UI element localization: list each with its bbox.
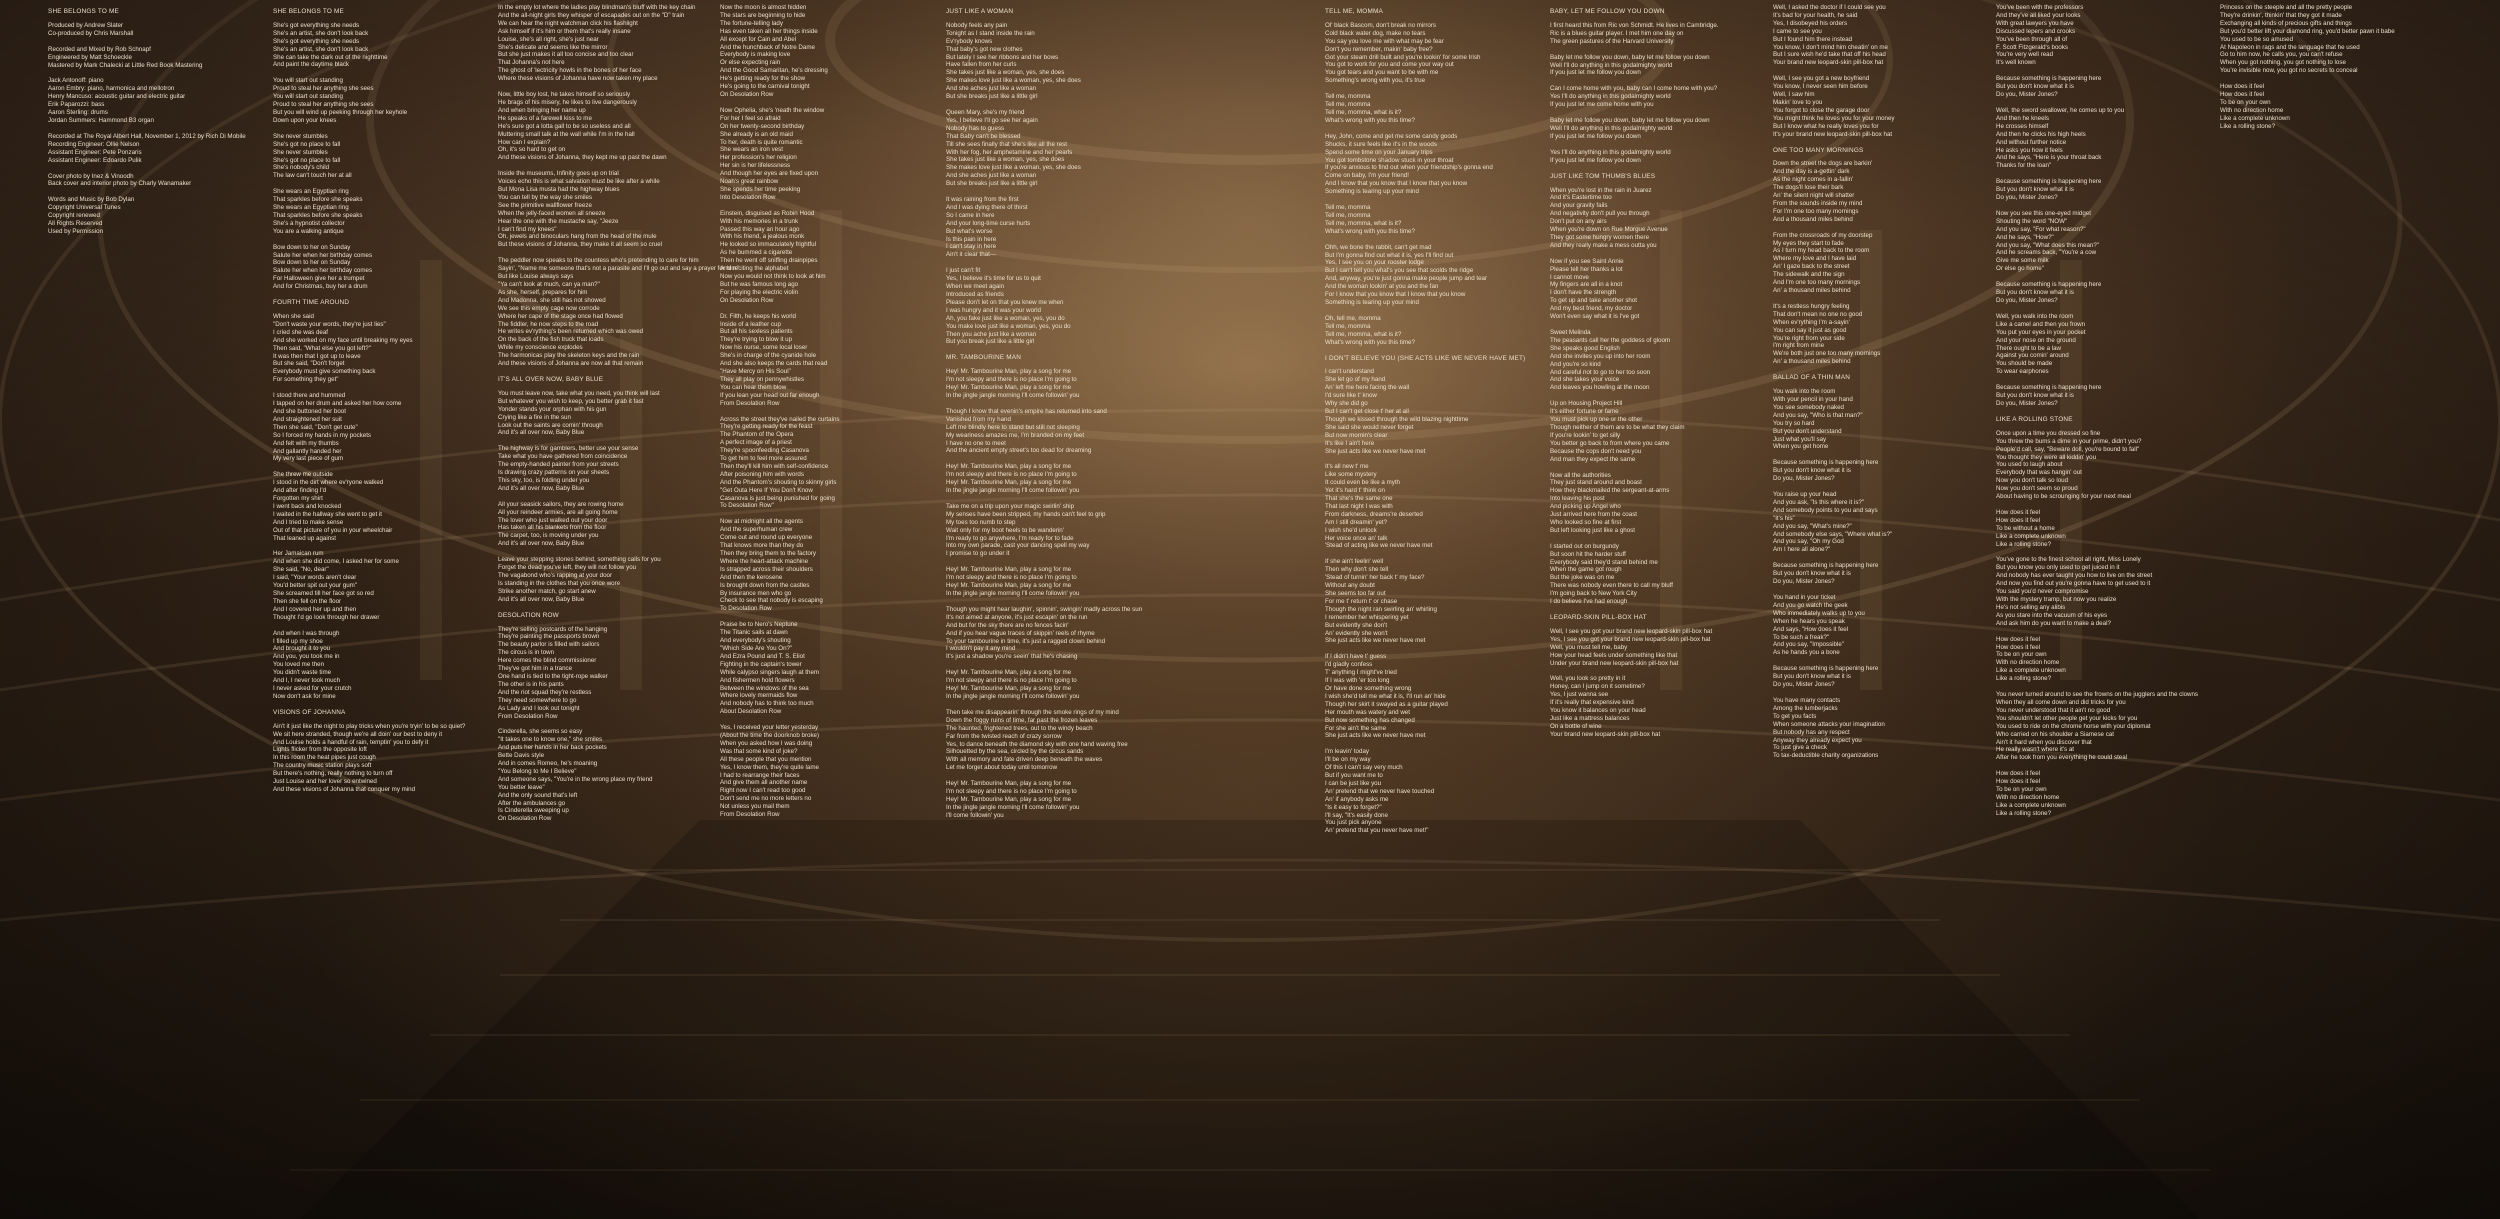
verse: Hey! Mr. Tambourine Man, play a song for me I'm not sleepy and there is no place I'm going to Hey! Mr. Tambourine Man, play a song for me In the jingle jangle morning I'll come followin' you — [946, 463, 1080, 495]
verse: You walk into the room With your pencil in your hand You see somebody naked And you say, "Who is that man?" You try so hard But you don't understand Just what you'll say When you get home — [1773, 388, 1863, 451]
verse: You've been with the professors And they've all liked your looks With great lawyers you have Discussed lepers and crooks You've been through all of F. Scott Fitzgerald's books You're very well read It's well known — [1996, 4, 2084, 67]
song-title: BABY, LET ME FOLLOW YOU DOWN — [1550, 8, 1665, 15]
verse: You've gone to the finest school all right, Miss Lonely But you know you only used to get juiced in it And nobody has ever taught you how to live on the street And now you find out you're gonna have to get used to it You said you'd never compromise With the mystery tramp, but now you realize He's not selling any alibis As you stare into the vacuum of his eyes And ask him do you want to make a deal? — [1996, 556, 2153, 627]
verse: It's all new t' me Like some mystery It could even be like a myth Yet it's hard t' think on That she's the same one That last night I was with From darkness, dreams're deserted Am I still dreamin' yet? I wish she'd unlock Her voice once an' talk 'Stead of acting like we never have met — [1325, 463, 1433, 550]
verse: Well, you walk into the room Like a camel and then you frown You put your eyes in your pocket And your nose on the ground There ought to be a law Against you comin' around You should be made To wear earphones — [1996, 312, 2086, 376]
song-title: MR. TAMBOURINE MAN — [946, 354, 1022, 362]
verse: You raise up your head And you ask, "Is this where it is?" And somebody points to you and says "It's his" And you say, "What's mine?" And somebody else says, "Where what is?" And you say, "Oh my God Am I here all alone?" — [1773, 491, 1893, 554]
verse: Take me on a trip upon your magic swirlin' ship My senses have been stripped, my hands can't feel to grip My toes too numb to step Wait only for my boot heels to be wanderin' I'm ready to go anywhere, I'm ready for to fade Into my own parade, cast your dancing spell my way I promise to go under it — [946, 502, 1106, 558]
verse: Because something is happening here But you don't know what it is Do you, Mister Jones? — [1996, 178, 2102, 202]
verse: Because something is happening here But you don't know what it is Do you, Mister Jones? — [1996, 281, 2102, 304]
verse: Yes, I received your letter yesterday (About the time the doorknob broke) When you asked how I was doing Was that some kind of joke? All these people that you mention Yes, I know them, they're quite lame I had to rearrange their faces And give them all another name Right now I can't read too good Don't send me no more letters no Not unless you mail them From Desolation Row — [720, 724, 820, 819]
verse: All your seasick sailors, they are rowing home All your reindeer armies, are all going home The lover who just walked out your door Has taken all his blankets from the floor The carpet, too, is moving under you And it's all over now, Baby Blue — [498, 500, 624, 548]
verse: Oh, tell me, momma Tell me, momma Tell me, momma, what is it? What's wrong with you this time? — [1325, 314, 1415, 346]
verse: How does it feel How does it feel To be on your own With no direction home Like a complete unknown Like a rolling stone? — [1996, 635, 2066, 683]
song-title: BALLAD OF A THIN MAN — [1773, 374, 1851, 382]
verse: Tell me, momma Tell me, momma Tell me, momma, what is it? What's wrong with you this time? — [1325, 93, 1415, 124]
song-title: DESOLATION ROW — [498, 611, 559, 619]
song-title: I DON'T BELIEVE YOU (SHE ACTS LIKE WE NEVER HAVE MET) — [1325, 354, 1526, 362]
verse: It was raining from the first And I was dying there of thirst So I came in here And your long-time curse hurts But what's worse Is this pain in here I can't stay in here Ain't it clear that— — [946, 196, 1031, 259]
verse: Baby let me follow you down, baby let me follow you down Well I'll do anything in this godalmighty world If you just let me follow you down — [1550, 117, 1710, 140]
verse: Leave your stepping stones behind, something calls for you Forget the dead you've left, they will not follow you The vagabond who's rapping at your door Is standing in the clothes that you once wore Strike another match, go start anew And it's all over now, Baby Blue — [498, 556, 661, 603]
verse: Down the street the dogs are barkin' And the day is a-gettin' dark As the night comes in a-fallin' The dogs'll lose their bark An' the silent night will shatter From the sounds inside my mind For I'm one too many mornings And a thousand miles behind — [1773, 160, 1873, 223]
verse: Einstein, disguised as Robin Hood With his memories in a trunk Passed this way an hour ago With his friend, a jealous monk He looked so immaculately frightful As he bummed a cigarette Then he went off sniffing drainpipes And reciting the alphabet Now you would not think to look at him But he was famous long ago For playing the electric violin On Desolation Row — [720, 209, 826, 304]
verse: You must leave now, take what you need, you think will last But whatever you wish to keep, you better grab it fast Yonder stands your orphan with his gun Crying like a fire in the sun Look out the saints are comin' through And it's all over now, Baby Blue — [498, 389, 660, 437]
verse: Well, I see you got your brand new leopard-skin pill-box hat Yes, I see you got your brand new leopard-skin pill-box hat Well, you must tell me, baby How your head feels under something like that Under your brand new leopard-skin pill-box hat — [1550, 627, 1713, 667]
verse: Ol' black Bascom, don't break no mirrors Cold black water dog, make no tears You say you love me with what may be fear Don't you remember, makin' baby free? Got your steam drill built and you're lookin' for some Irish You got to work for you and come your way out You got tears and you want to be with me Something's wrong with you, it's true — [1325, 21, 1481, 85]
verse: Though you might hear laughin', spinnin', swingin' madly across the sun It's not aimed at anyone, it's just escapin' on the run And but for the sky there are no fences facin' And if you hear vague traces of skippin' reels of rhyme To your tambourine in time, it's just a ragged clown behind I wouldn't pay it any mind It's just a shadow you're seein' that he's chasing — [946, 605, 1143, 661]
lyrics-section — [946, 8, 1214, 346]
text-column-10 — [2220, 4, 2488, 1214]
verse: Because something is happening here But you don't know what it is Do you, Mister Jones? — [1773, 665, 1879, 689]
verse: Well, I see you got a new boyfriend You know, I never seen him before Well, I saw him Makin' love to you You forgot to close the garage door You might think he loves you for your money But I know what he really loves you for It's your brand new leopard-skin pill-box hat — [1773, 75, 1895, 138]
verse: Recorded at The Royal Albert Hall, November 1, 2012 by Rich Di Mobile Recording Engineer: Ollie Nelson Assistant Engineer: Pete Ponzaris Assistant Engineer: Edoardo Pulik — [48, 132, 246, 164]
verse: Because something is happening here But you don't know what it is Do you, Mister Jones? — [1996, 384, 2102, 407]
song-title: JUST LIKE A WOMAN — [946, 8, 1014, 15]
verse: Across the street they've nailed the curtains They're getting ready for the feast The Phantom of the Opera A perfect image of a priest They're spoonfeeding Casanova To get him to feel more assured Then they'll kill him with self-confidence After poisoning him with words And the Phantom's shouting to skinny girls "Get Outa Here If You Don't Know Casanova is just being punished for going To Desolation Row" — [720, 415, 840, 510]
verse: How does it feel How does it feel To be on your own With no direction home Like a complete unknown Like a rolling stone? — [2220, 83, 2290, 130]
verse: I started out on burgundy But soon hit the harder stuff Everybody said they'd stand behind me When the game got rough But the joke was on me There was nobody even there to call my bluff I'm going back to New York City I do believe I've had enough — [1550, 542, 1674, 606]
verse: She wears an Egyptian ring That sparkles before she speaks She wears an Egyptian ring That sparkles before she speaks She's a hypnotist collector You are a walking antique — [273, 188, 363, 235]
verse: Now all the authorities They just stand around and boast How they blackmailed the sergeant-at-arms Into leaving his post And picking up Angel who Just arrived here from the coast Who looked so fine at first But left looking just like a ghost — [1550, 471, 1670, 534]
verse: Now at midnight all the agents And the superhuman crew Come out and round up everyone That knows more than they do Then they bring them to the factory Where the heart-attack machine Is strapped across their shoulders And then the kerosene Is brought down from the castles By insurance men who go Check to see that nobody is escaping To Desolation Row — [720, 518, 823, 613]
verse: Inside the museums, Infinity goes up on trial Voices echo this is what salvation must be like after a while But Mona Lisa musta had the highway blues You can tell by the way she smiles See the primitive wallflower freeze When the jelly-faced women all sneeze Hear the one with the mustache say, "Jeeze I can't find my knees" Oh, jewels and binoculars hang from the head of the mule But these visions of Johanna, they make it all seem so cruel — [498, 170, 663, 249]
song-title: SHE BELONGS TO ME — [273, 8, 344, 15]
verse: She threw me outside I stood in the dirt where ev'ryone walked And after finding I'd Forgotten my shirt I went back and knocked I waited in the hallway she went to get it And I tried to make sense Out of that picture of you in your wheelchair That leaned up against — [273, 471, 393, 542]
verse: I first heard this from Ric von Schmidt. He lives in Cambridge. Ric is a blues guitar player. I met him one day on The green pastures of the Harvard University — [1550, 21, 1719, 45]
verse: The peddler now speaks to the countess who's pretending to care for him Sayin', "Name me someone that's not a parasite and I'll go out and say a prayer for him" But like Louise always says "Ya can't look at much, can ya man?" As she, herself, prepares for him And Madonna, she still has not showed We see this empty cage now corrode Where her cape of the stage once had flowed The fiddler, he now steps to the road He writes ev'rything's been returned which was owed On the back of the fish truck that loads While my conscience explodes The harmonicas play the skeleton keys and the rain And these visions of Johanna are now all that remain — [498, 257, 739, 368]
verse: Praise be to Nero's Neptune The Titanic sails at dawn And everybody's shouting "Which Side Are You On?" And Ezra Pound and T. S. Eliot Fighting in the captain's tower While calypso singers laugh at them And fishermen hold flowers Between the windows of the sea Where lovely mermaids flow And nobody has to think too much About Desolation Row — [720, 621, 820, 716]
verse: You hand in your ticket And you go watch the geek Who immediately walks up to you When he hears you speak And says, "How does it feel To be such a freak?" And you say, "Impossible" As he hands you a bone — [1773, 594, 1865, 657]
verse: Tell me, momma Tell me, momma Tell me, momma, what is it? What's wrong with you this time? — [1325, 204, 1415, 235]
verse: She's got everything she needs She's an artist, she don't look back She's got everything she needs She's an artist, she don't look back She can take the dark out of the nighttime And paint the daytime black — [273, 21, 388, 69]
verse: Now, little boy lost, he takes himself so seriously He brags of his misery, he likes to live dangerously And when bringing her name up He speaks of a farewell kiss to me He's sure got a lotta gall to be so useless and all Muttering small talk at the wall while I'm in the hall How can I explain? Oh, it's so hard to get on And these visions of Johanna, they kept me up past the dawn — [498, 91, 667, 162]
verse: Well, I asked the doctor if I could see you It's bad for your health, he said Yes, I disobeyed his orders I came to see you But I found him there instead You know, I don't mind him cheatin' on me But I sure wish he'd take that off his head Your brand new leopard-skin pill-box hat — [1773, 4, 1888, 67]
verse: Now if you see Saint Annie Please tell her thanks a lot I cannot move My fingers are all in a knot I don't have the strength To get up and take another shot And my best friend, my doctor Won't even say what it is I've got — [1550, 257, 1640, 321]
verse: Cover photo by Inez & Vinoodh Back cover and interior photo by Charly Wanamaker — [48, 172, 192, 188]
verse: Hey! Mr. Tambourine Man, play a song for me I'm not sleepy and there is no place I'm going to Hey! Mr. Tambourine Man, play a song for me In the jingle jangle morning I'll come followin' you I'll come followin' you — [946, 780, 1080, 819]
verse: Ain't it just like the night to play tricks when you're tryin' to be so quiet? We sit here stranded, though we're all doin' our best to deny it And Louise holds a handful of rain, temptin' you to defy it Lights flicker from the opposite loft In this room the heat pipes just cough The country music station plays soft But there's nothing, really nothing to turn off Just Louise and her lover so entwined And these visions of Johanna that conquer my mind — [273, 722, 466, 793]
verse: Recorded and Mixed by Rob Schnapf Engineered by Matt Schoeckle Mastered by Mark Chalecki at Little Red Book Mastering — [48, 45, 203, 69]
verse: Can I come home with you, baby can I come home with you? Yes I'll do anything in this godalmighty world If you just let me come home with you — [1550, 85, 1718, 109]
verse: Her Jamaican rum And when she did come, I asked her for some She said, "No, dear" I said, "Your words aren't clear You'd better spit out your gum" She screamed till her face got so red Then she fell on the floor And I covered her up and then Thought I'd go look through her drawer — [273, 550, 399, 621]
lyrics-section — [946, 354, 1214, 819]
song-title: ONE TOO MANY MORNINGS — [1773, 146, 1864, 154]
verse: It's a restless hungry feeling That don't mean no one no good When ev'rything I'm a-sayin' You can say it just as good You're right from your side I'm right from mine We're both just one too many mornings An' a thousand miles behind — [1773, 302, 1881, 366]
verse: If I didn't have t' guess I'd gladly confess T' anything I might've tried If I was with 'er too long Or have done something wrong I wish she'd tell me what it is, I'll run an' hide Though her skirt it swayed as a guitar played Her mouth was watery and wet But now something has changed For she ain't the same She just acts like we never have met — [1325, 653, 1448, 740]
verse: Words and Music by Bob Dylan Copyright Universal Tunes Copyright renewed All Rights Reserved Used by Permission — [48, 196, 135, 235]
verse: Now the moon is almost hidden The stars are beginning to hide The fortune-telling lady Has even taken all her things inside All except for Cain and Abel And the hunchback of Notre Dame Everybody is making love Or else expecting rain And the Good Samaritan, he's dressing He's getting ready for the show He's going to the carnival tonight On Desolation Row — [720, 4, 828, 98]
verse: Sweet Melinda The peasants call her the goddess of gloom She speaks good English And she invites you up into her room And you're so kind And careful not to go to her too soon And she takes your voice And leaves you howling at the moon — [1550, 329, 1671, 392]
verse: Queen Mary, she's my friend Yes, I believe I'll go see her again Nobody has to guess That Baby can't be blessed Till she sees finally that she's like all the rest With her fog, her amphetamine and her pearls She takes just like a woman, yes, she does She makes love just like a woman, yes, she does And she aches just like a woman But she breaks just like a little girl — [946, 108, 1081, 188]
lyrics-section — [2220, 4, 2488, 131]
verse: I'm leavin' today I'll be on my way Of this I can't say very much But if you want me to I can be just like you An' pretend that we never have touched An' if anybody asks me "Is it easy to forget?" I'll say, "It's easily done You just pick anyone An' pretend that you never have met!" — [1325, 748, 1435, 835]
verse: Yes I'll do anything in this godalmighty world If you just let me follow you down — [1550, 148, 1671, 164]
song-title: LEOPARD-SKIN PILL-BOX HAT — [1550, 614, 1647, 621]
verse: How does it feel How does it feel To be on your own With no direction home Like a complete unknown Like a rolling stone? — [1996, 770, 2066, 817]
verse: I just can't fit Yes, I believe it's time for us to quit When we meet again Introduced as friends Please don't let on that you knew me when I was hungry and it was your world Ah, you fake just like a woman, yes, you do You make love just like a woman, yes, you do Then you ache just like a woman But you break just like a little girl — [946, 267, 1071, 346]
verse: Bow down to her on Sunday Salute her when her birthday comes Bow down to her on Sunday Salute her when her birthday comes For Halloween give her a trumpet And for Christmas, buy her a drum — [273, 243, 373, 291]
verse: Baby let me follow you down, baby let me follow you down Well I'll do anything in this godalmighty world If you just let me follow you down — [1550, 53, 1710, 77]
verse: Hey! Mr. Tambourine Man, play a song for me I'm not sleepy and there is no place I'm going to Hey! Mr. Tambourine Man, play a song for me In the jingle jangle morning I'll come followin' you — [946, 566, 1080, 597]
verse: Hey, John, come and get me some candy goods Shucks, it sure feels like it's in the woods Spend some time on your January trips You got tombstone shadow stuck in your throat If you're anxious to find out when your friendship's gonna end Come on baby, I'm your friend! And I know that you know that I know that you know Something is tearing up your mind — [1325, 132, 1493, 196]
verse: Hey! Mr. Tambourine Man, play a song for me I'm not sleepy and there is no place I'm going to Hey! Mr. Tambourine Man, play a song for me In the jingle jangle morning I'll come followin' you — [946, 669, 1080, 700]
verse: You have many contacts Among the lumberjacks To get you facts When someone attacks your imagination But nobody has any respect Anyway they already expect you To just give a check To tax-deductible charity organizations — [1773, 696, 1885, 760]
song-title: IT'S ALL OVER NOW, BABY BLUE — [498, 375, 604, 383]
verse: Now you see this one-eyed midget Shouting the word "NOW" And you say, "For what reason?" And he says, "How?" And you say, "What does this mean?" And he screams back, "You're a cow Give me some milk Or else go home" — [1996, 209, 2099, 273]
verse: Well, you look so pretty in it Honey, can I jump on it sometime? Yes, I just wanna see If it's really that expensive kind You know it balances on your head Just like a mattress balances On a bottle of wine Your brand new leopard-skin pill-box hat — [1550, 675, 1661, 738]
verse: How does it feel How does it feel To be without a home Like a complete unknown Like a rolling stone? — [1996, 508, 2066, 548]
song-title: FOURTH TIME AROUND — [273, 299, 350, 307]
verse: Nobody feels any pain Tonight as I stand inside the rain Ev'rybody knows That baby's got new clothes But lately I see her ribbons and her bows Have fallen from her curls She takes just like a woman, yes, she does She makes love just like a woman, yes, she does And she aches just like a woman But she breaks just like a little girl — [946, 21, 1081, 101]
verse: When you're lost in the rain in Juarez And it's Eastertime too And your gravity fails And negativity don't pull you through Don't put on any airs When you're down on Rue Morgue Avenue They got some hungry women there And they really make a mess outta you — [1550, 186, 1668, 249]
verse: Because something is happening here But you don't know what it is Do you, Mister Jones? — [1996, 75, 2102, 99]
verse: In the empty lot where the ladies play blindman's bluff with the key chain And the all-night girls they whisper of escapades out on the "D" train We can hear the night watchman click his flashlight Ask himself if it's him or them that's really insane Louise, she's all right, she's just near She's delicate and seems like the mirror But she just makes it all too concise and too clear That Johanna's not here The ghost of 'lectricity howls in the bones of her face Where these visions of Johanna have now taken my place — [498, 4, 696, 83]
verse: Jack Antonoff: piano Aaron Embry: piano, harmonica and mellotron Henry Mancuso: acoustic guitar and electric guitar Erik Paparozzi: bass Aaron Sterling: drums Jordan Summers: Hammond B3 organ — [48, 77, 186, 124]
verse: When she said "Don't waste your words, they're just lies" I cried she was deaf And she worked on my face until breaking my eyes Then said, "What else you got left?" It was then that I got up to leave But she said, "Don't forget Everybody must give something back For something they get" — [273, 313, 413, 384]
verse: And when I was through I filled up my shoe And brought it to you And you, you took me in You loved me then You didn't waste time And I, I never took much I never asked for your crutch Now don't ask for mine — [273, 629, 352, 700]
verse: Once upon a time you dressed so fine You threw the bums a dime in your prime, didn't you? People'd call, say, "Beware doll, you're bound to fall" You thought they were all kiddin' you You used to laugh about Everybody that was hangin' out Now you don't talk so loud Now you don't seem so proud About having to be scrounging for your next meal — [1996, 429, 2142, 501]
text-column-5 — [946, 4, 1214, 1214]
verse: Hey! Mr. Tambourine Man, play a song for me I'm not sleepy and there is no place I'm going to Hey! Mr. Tambourine Man, play a song for me In the jingle jangle morning I'll come followin' you — [946, 368, 1080, 399]
verse: Though I know that evenin's empire has returned into sand Vanished from my hand Left me blindly here to stand but still not sleeping My weariness amazes me, I'm branded on my feet I have no one to meet And the ancient empty street's too dead for dreaming — [946, 407, 1107, 455]
verse: Cinderella, she seems so easy "It takes one to know one," she smiles And puts her hands in her back pockets Bette Davis style And in comes Romeo, he's moaning "You Belong to Me I Believe" And someone says, "You're in the wrong place my friend You better leave" And the only sound that's left After the ambulances go Is Cinderella sweeping up On Desolation Row — [498, 728, 653, 823]
verse: Ohh, we bone the rabbit, can't get mad But I'm gonna find out what it is, yes I'll find out Yes, I see you on your rooster lodge But I can't tell you what's you see that scolds the ridge And, anyway, you're just gonna make people jump and tear And the woman lookin' at you and the fan For I know that you know that I know that you know Something is tearing up your mind — [1325, 243, 1488, 306]
verse: Dr. Filth, he keeps his world Inside of a leather cup But all his sexless patients They're trying to blow it up Now his nurse, some local loser She's in charge of the cyanide hole And she also keeps the cards that read "Have Mercy on His Soul" They all play on pennywhistles You can hear them blow If you lean your head out far enough From Desolation Row — [720, 312, 828, 407]
song-title: TELL ME, MOMMA — [1325, 8, 1383, 15]
verse: You never turned around to see the frowns on the jugglers and the clowns When they all come down and did tricks for you You never understood that it ain't no good You shouldn't let other people get your kicks for you You used to ride on the chrome horse with your diplomat Who carried on his shoulder a Siamese cat Ain't it hard when you discover that He really wasn't where it's at After he took from you everything he could steal — [1996, 691, 2199, 762]
verse: She never stumbles She's got no place to fall She never stumbles She's got no place to fall She's nobody's child The law can't touch her at all — [273, 132, 352, 180]
verse: Princess on the steeple and all the pretty people They're drinkin', thinkin' that they got it made Exchanging all kinds of precious gifts and things But you'd better lift your diamond ring, you'd better pawn it babe You used to be so amused At Napoleon in rags and the language that he used Go to him now, he calls you, you can't refuse When you got nothing, you got nothing to lose You're invisible now, you got no secrets to conceal — [2220, 4, 2395, 75]
verse: Because something is happening here But you don't know what it is Do you, Mister Jones? — [1773, 562, 1879, 586]
verse: I can't understand She let go of my hand An' left me here facing the wall I'd sure like t' know Why she did go But I can't get close t' her at all Though we kissed through the wild blazing nighttime She said she would never forget But now mornin's clear It's like I ain't here She just acts like we never have met — [1325, 368, 1469, 455]
verse: From the crossroads of my doorstep My eyes they start to fade As I turn my head back to the room Where my love and I have laid An' I gaze back to the street The sidewalk and the sign And I'm one too many mornings An' a thousand miles behind — [1773, 231, 1873, 294]
verse: They're selling postcards of the hanging They're painting the passports brown The beauty parlor is filled with sailors The circus is in town Here comes the blind commissioner They've got him in a trance One hand is tied to the tight-rope walker The other is in his pants And the riot squad they're restless They need somewhere to go As Lady and I look out tonight From Desolation Row — [498, 625, 608, 720]
verse: If she ain't feelin' well Then why don't she tell 'Stead of turnin' her back t' my face? Without any doubt She seems too far out For me t' return t' or chase Though the night ran swirling an' whirling I remember her whispering yet But evidently she don't An' evidently she won't She just acts like we never have met — [1325, 558, 1437, 645]
verse: Then take me disappearin' through the smoke rings of my mind Down the foggy ruins of time, far past the frozen leaves The haunted, frightened trees, out to the windy beach Far from the twisted reach of crazy sorrow Yes, to dance beneath the diamond sky with one hand waving free Silhouetted by the sea, circled by the circus sands With all memory and fate driven deep beneath the waves Let me forget about today until tomorrow — [946, 708, 1128, 772]
song-title: SHE BELONGS TO ME — [48, 8, 119, 15]
verse: Because something is happening here But you don't know what it is Do you, Mister Jones? — [1773, 459, 1879, 483]
verse: Produced by Andrew Slater Co-produced by Chris Marshall — [48, 21, 134, 37]
verse: Well, the sword swallower, he comes up to you And then he kneels He crosses himself And then he clicks his high heels And without further notice He asks you how it feels And he says, "Here is your throat back Thanks for the loan" — [1996, 106, 2125, 170]
verse: You will start out standing Proud to steal her anything she sees You will start out standing Proud to steal her anything she sees But you will wind up peeking through her keyhole Down upon your knees — [273, 77, 408, 124]
verse: The highway is for gamblers, better use your sense Take what you have gathered from coincidence The empty-handed painter from your streets Is drawing crazy patterns on your sheets This sky, too, is folding under you And it's all over now, Baby Blue — [498, 445, 639, 492]
verse: Now Ophelia, she's 'neath the window For her I feel so afraid On her twenty-second birthday She already is an old maid To her, death is quite romantic She wears an iron vest Her profession's her religion Her sin is her lifelessness And though her eyes are fixed upon Noah's great rainbow She spends her time peeking Into Desolation Row — [720, 106, 825, 201]
song-title: LIKE A ROLLING STONE — [1996, 415, 2073, 423]
song-title: JUST LIKE TOM THUMB'S BLUES — [1550, 172, 1656, 180]
verse: Up on Housing Project Hill It's either fortune or fame You must pick up one or the other Though neither of them are to be what they claim If you're lookin' to get silly You better go back to from where you came Because the cops don't need you And man they expect the same — [1550, 400, 1685, 463]
song-title: VISIONS OF JOHANNA — [273, 708, 346, 716]
verse: I stood there and hummed I tapped on her drum and asked her how come And she buttoned her boot And straightened her suit Then she said, "Don't get cute" So I forced my hands in my pockets And felt with my thumbs And gallantly handed her My very last piece of gum — [273, 392, 402, 463]
